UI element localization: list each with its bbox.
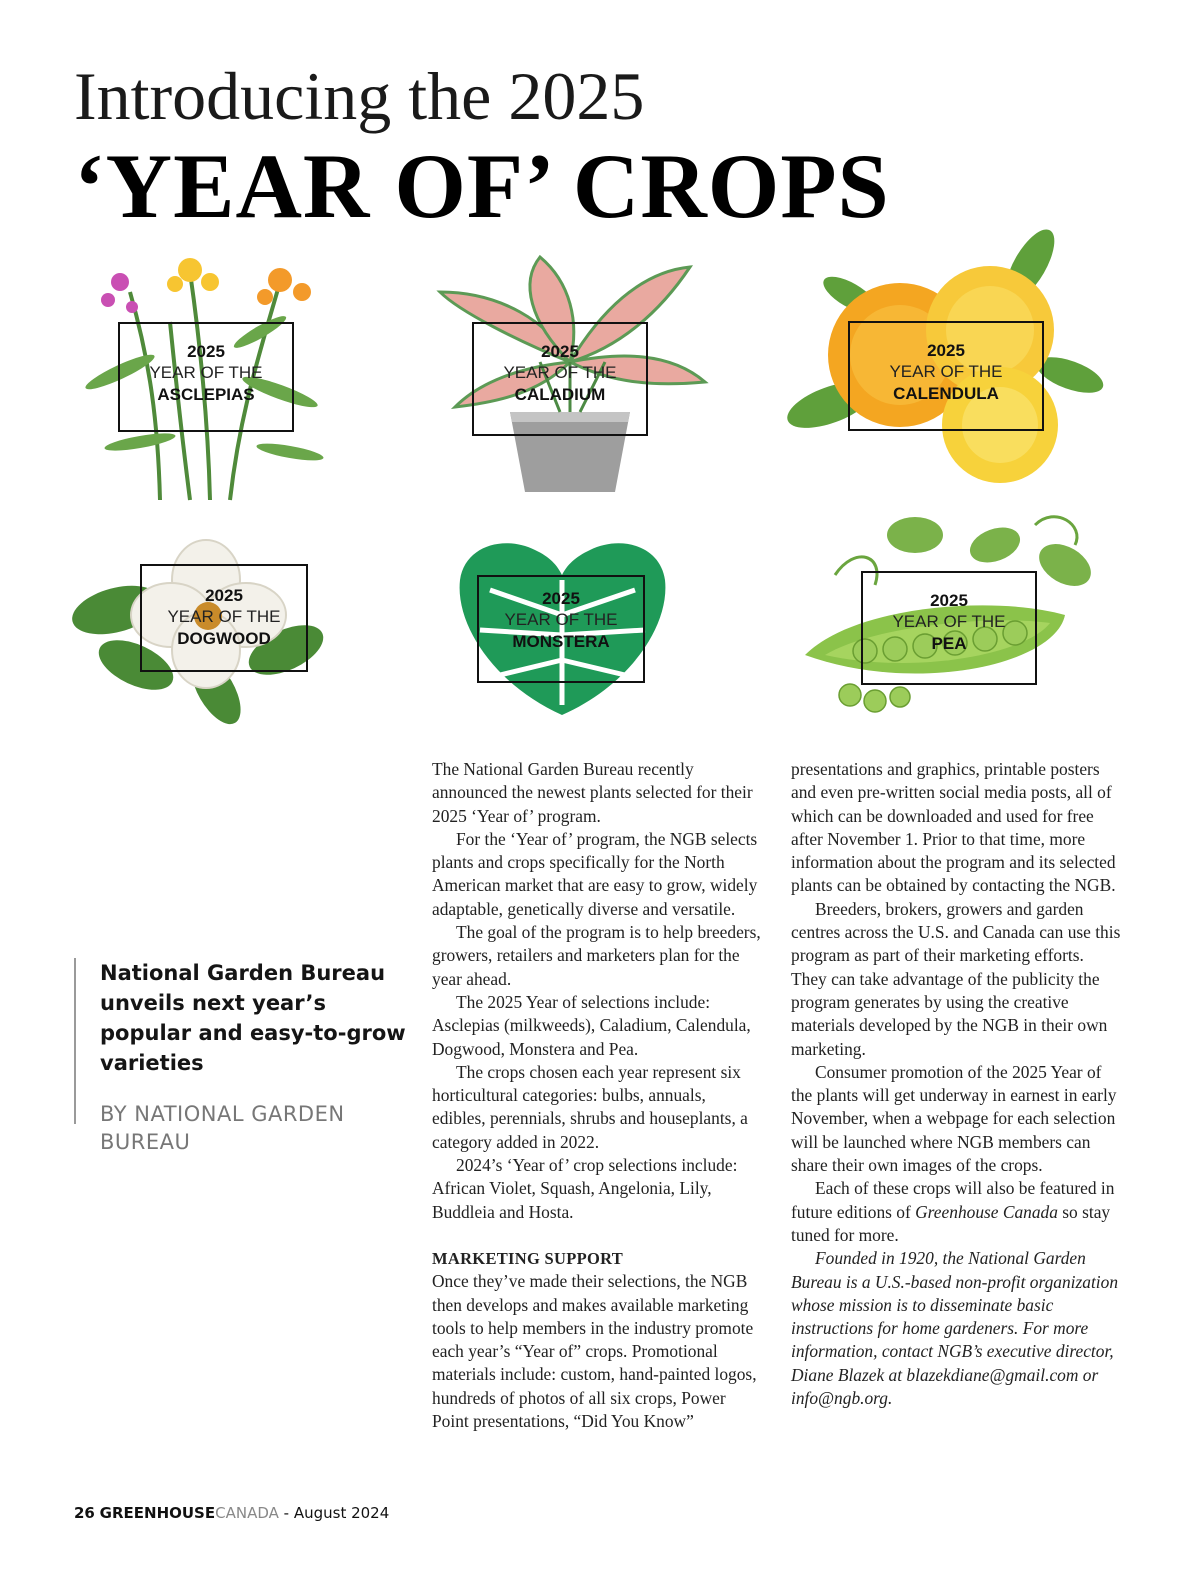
calendula-logo	[848, 321, 1044, 431]
caladium-tile	[430, 252, 710, 497]
logo-year: 2025	[542, 589, 580, 608]
dogwood-logo	[140, 564, 308, 672]
asclepias-logo	[118, 322, 294, 432]
paragraph: The 2025 Year of selections include: Asclepias (milkweeds), Caladium, Calendula, Dogwood, Monstera and Pea.	[432, 991, 751, 1059]
pea-tile	[795, 505, 1105, 720]
logo-line: YEAR OF THE	[149, 363, 263, 382]
article-title: ‘YEAR OF’ CROPS	[74, 135, 890, 237]
logo-line: YEAR OF THE	[504, 610, 618, 629]
page-number: 26	[74, 1504, 95, 1522]
paragraph: 2024’s ‘Year of’ crop selections include: African Violet, Squash, Angelonia, Lily, Buddleia and Hosta.	[432, 1155, 738, 1222]
article-column-2	[791, 758, 1121, 1410]
pea-logo	[861, 571, 1037, 685]
paragraph: The goal of the program is to help breeders, growers, retailers and marketers plan for the year ahead.	[432, 922, 761, 989]
paragraph: The National Garden Bureau recently announced the newest plants selected for their 2025 ‘Year of’ program.	[432, 759, 753, 826]
paragraph: The crops chosen each year represent six horticultural categories: bulbs, annuals, edibles, perennials, shrubs and houseplants, a category added in 2022.	[432, 1061, 748, 1152]
logo-line: YEAR OF THE	[503, 363, 617, 382]
publication-name: Greenhouse Canada	[915, 1201, 1058, 1222]
article-column-1	[432, 758, 762, 1433]
logo-year: 2025	[927, 341, 965, 360]
paragraph: Breeders, brokers, growers and garden centres across the U.S. and Canada can use this program as part of their marketing efforts. They can take advantage of the publicity the program generates by using the creative materials developed by the NGB in their own marketing.	[791, 898, 1121, 1059]
logo-year: 2025	[930, 591, 968, 610]
paragraph: For the ‘Year of’ program, the NGB selects plants and crops specifically for the North American market that are easy to grow, widely adaptable, genetically diverse and versatile.	[432, 828, 758, 919]
author-note: Founded in 1920, the National Garden Bureau is a U.S.-based non-profit organization whose mission is to disseminate basic instructions for home gardeners. For more information, contact NGB’s executive director, Diane Blazek at blazekdiane@gmail.com or info@ngb.org.	[791, 1248, 1119, 1409]
article-kicker: Introducing the 2025	[74, 58, 645, 134]
logo-line: YEAR OF THE	[892, 612, 1006, 631]
deck-headline: National Garden Bureau unveils next year’s popular and easy-to-grow varieties	[100, 961, 406, 1075]
monstera-tile	[455, 535, 670, 720]
magazine-name-suffix: CANADA	[215, 1504, 279, 1522]
logo-plant-name: PEA	[931, 634, 967, 653]
text-span: Each of these crops will also be featured in future editions of	[791, 1178, 1115, 1222]
logo-plant-name: DOGWOOD	[177, 629, 271, 648]
monstera-logo	[477, 575, 645, 683]
asclepias-tile	[80, 252, 340, 502]
byline: BY NATIONAL GARDEN BUREAU	[100, 1102, 345, 1154]
logo-year: 2025	[187, 342, 225, 361]
article-deck	[74, 958, 420, 1154]
logo-year: 2025	[205, 586, 243, 605]
paragraph: Consumer promotion of the 2025 Year of the plants will get underway in earnest in early November, when a webpage for each selection will be launched where NGB members can share their own images of the crops.	[791, 1061, 1117, 1176]
calendula-tile	[790, 235, 1100, 485]
caladium-logo	[472, 322, 648, 436]
issue-date: - August 2024	[283, 1504, 390, 1522]
paragraph	[791, 1177, 1121, 1247]
logo-plant-name: CALADIUM	[514, 385, 606, 404]
logo-line: YEAR OF THE	[889, 362, 1003, 381]
magazine-name: GREENHOUSE	[99, 1504, 216, 1522]
logo-line: YEAR OF THE	[167, 607, 281, 626]
text-span: so stay tuned for more.	[791, 1201, 1111, 1245]
logo-plant-name: CALENDULA	[893, 384, 999, 403]
paragraph: Once they’ve made their selections, the NGB then develops and makes available marketing tools to help members in the industry promote each year’s “Year of” crops. Promotional materials include: custom, hand-painted logos, hundreds of photos of all six crops, Power Point presentations, “Did You Know”	[432, 1271, 757, 1432]
logo-plant-name: MONSTERA	[512, 632, 610, 651]
paragraph: presentations and graphics, printable posters and even pre-written social media posts, all of which can be downloaded and used for free after November 1. Prior to that time, more information about the program and its selected plants can be obtained by contacting the NGB.	[791, 759, 1116, 896]
subheading: MARKETING SUPPORT	[432, 1248, 624, 1268]
logo-year: 2025	[541, 342, 579, 361]
page-footer	[74, 1504, 389, 1522]
dogwood-tile	[76, 530, 326, 720]
logo-plant-name: ASCLEPIAS	[157, 385, 255, 404]
